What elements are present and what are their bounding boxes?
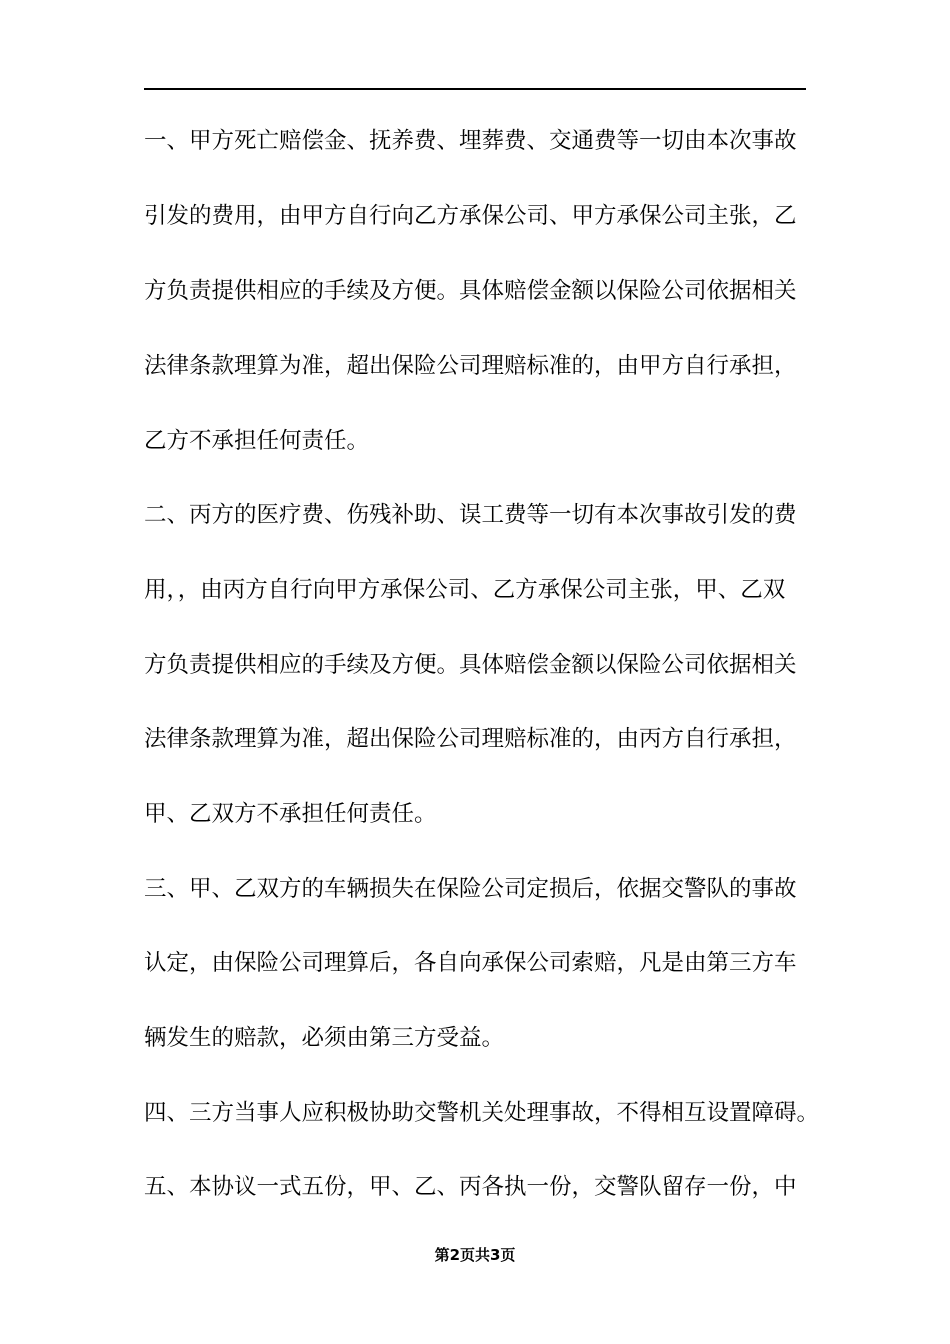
text-line: 五、本协议一式五份，甲、乙、丙各执一份，交警队留存一份，中 — [144, 1174, 797, 1200]
text-line: 二、丙方的医疗费、伤残补助、误工费等一切有本次事故引发的费 — [144, 502, 797, 528]
text-line: 认定，由保险公司理算后，各自向承保公司索赔，凡是由第三方车 — [144, 950, 797, 976]
text-line: 辆发生的赔款，必须由第三方受益。 — [144, 1025, 505, 1051]
text-line: 甲、乙双方不承担任何责任。 — [144, 801, 437, 827]
page-number: 第2页共3页 — [434, 1246, 516, 1264]
text-line: 乙方不承担任何责任。 — [144, 428, 370, 454]
text-line: 法律条款理算为准，超出保险公司理赔标准的，由甲方自行承担， — [144, 353, 797, 379]
text-line: 方负责提供相应的手续及方便。具体赔偿金额以保险公司依据相关 — [144, 278, 797, 304]
text-line: 法律条款理算为准，超出保险公司理赔标准的，由丙方自行承担， — [144, 726, 797, 752]
header-rule — [144, 88, 806, 90]
text-line: 用，，由丙方自行向甲方承保公司、乙方承保公司主张，甲、乙双 — [144, 577, 786, 603]
text-line: 四、三方当事人应积极协助交警机关处理事故，不得相互设置障碍。 — [144, 1100, 820, 1126]
text-line: 引发的费用，由甲方自行向乙方承保公司、甲方承保公司主张，乙 — [144, 203, 797, 229]
text-line: 三、甲、乙双方的车辆损失在保险公司定损后，依据交警队的事故 — [144, 876, 797, 902]
text-line: 方负责提供相应的手续及方便。具体赔偿金额以保险公司依据相关 — [144, 652, 797, 678]
text-line: 一、甲方死亡赔偿金、抚养费、埋葬费、交通费等一切由本次事故 — [144, 128, 797, 154]
